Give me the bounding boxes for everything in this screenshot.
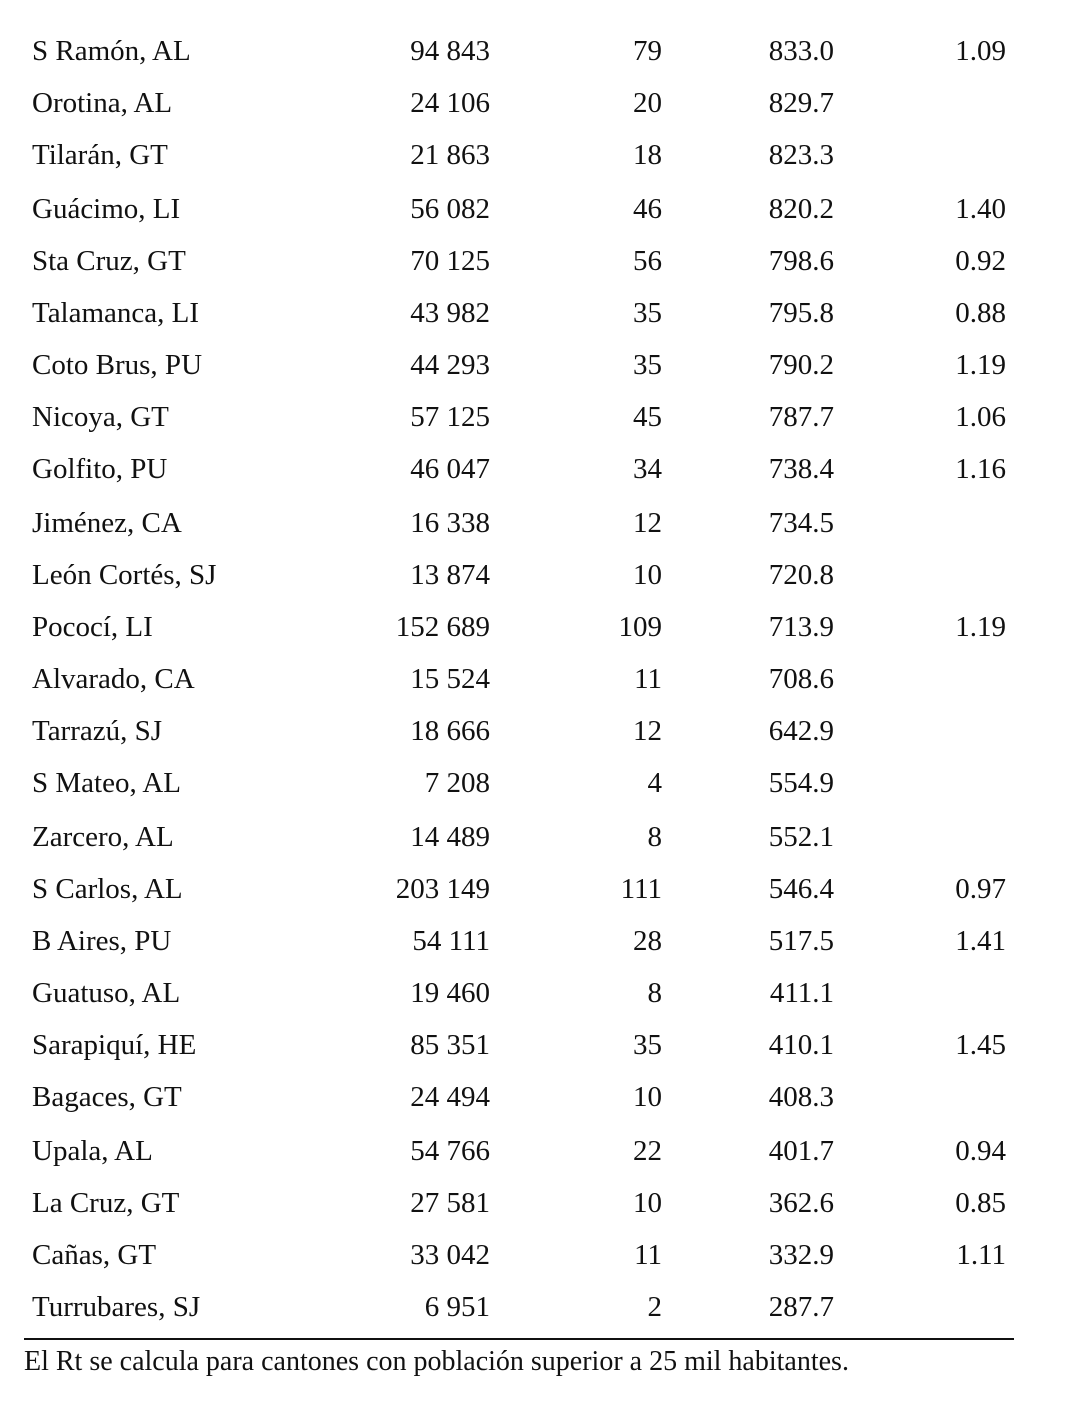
canton-name: Orotina, AL [32,87,173,119]
rt-value: 1.09 [955,35,1006,67]
rate-value: 738.4 [768,453,834,485]
canton-name: S Mateo, AL [32,767,182,799]
rate-value: 554.9 [768,767,834,799]
rt-value: 1.40 [955,193,1006,225]
table-row [0,915,1080,967]
population-value: 57 125 [410,401,490,433]
rate-value: 517.5 [768,925,834,957]
rt-value: 1.19 [955,611,1006,643]
table-row [0,1019,1080,1071]
canton-name: Upala, AL [32,1135,153,1167]
population-value: 16 338 [410,507,490,539]
rate-value: 787.7 [768,401,834,433]
canton-name: Turrubares, SJ [32,1291,201,1323]
rt-value: 1.16 [955,453,1006,485]
rate-value: 287.7 [768,1291,834,1323]
cases-value: 111 [620,873,662,905]
table-row [0,443,1080,495]
canton-name: Guácimo, LI [32,193,181,225]
canton-name: Alvarado, CA [32,663,195,695]
population-value: 70 125 [410,245,490,277]
cases-value: 11 [634,663,662,695]
table-row [0,653,1080,705]
rate-value: 829.7 [768,87,834,119]
canton-name: Cañas, GT [32,1239,157,1271]
canton-name: La Cruz, GT [32,1187,180,1219]
table-row [0,863,1080,915]
cases-value: 35 [633,297,662,329]
rate-value: 411.1 [769,977,834,1009]
canton-name: Golfito, PU [32,453,168,485]
table-row [0,25,1080,77]
rt-value: 1.45 [955,1029,1006,1061]
cases-value: 109 [618,611,662,643]
population-value: 18 666 [410,715,490,747]
rate-value: 798.6 [768,245,834,277]
population-value: 54 111 [412,925,490,957]
cases-value: 12 [633,507,662,539]
rate-value: 408.3 [768,1081,834,1113]
rate-value: 552.1 [768,821,834,853]
table-row [0,497,1080,549]
cases-value: 18 [633,139,662,171]
cases-value: 22 [633,1135,662,1167]
rt-value: 0.94 [955,1135,1006,1167]
cases-value: 8 [647,821,662,853]
table-row [0,1177,1080,1229]
cases-value: 28 [633,925,662,957]
canton-name: Nicoya, GT [32,401,169,433]
population-value: 44 293 [410,349,490,381]
canton-name: Talamanca, LI [32,297,200,329]
population-value: 21 863 [410,139,490,171]
table-row [0,77,1080,129]
canton-name: Guatuso, AL [32,977,181,1009]
table-row [0,391,1080,443]
rt-value: 0.85 [955,1187,1006,1219]
canton-name: Sarapiquí, HE [32,1029,197,1061]
population-value: 43 982 [410,297,490,329]
rate-value: 642.9 [768,715,834,747]
population-value: 33 042 [410,1239,490,1271]
table-row [0,967,1080,1019]
rate-value: 833.0 [768,35,834,67]
canton-name: Tilarán, GT [32,139,168,171]
table-row [0,1125,1080,1177]
population-value: 24 494 [410,1081,490,1113]
rt-value: 1.41 [955,925,1006,957]
population-value: 46 047 [410,453,490,485]
population-value: 15 524 [410,663,490,695]
rate-value: 734.5 [768,507,834,539]
population-value: 203 149 [395,873,490,905]
cases-value: 12 [633,715,662,747]
rate-value: 546.4 [768,873,834,905]
population-value: 24 106 [410,87,490,119]
canton-name: Jiménez, CA [32,507,182,539]
rate-value: 401.7 [768,1135,834,1167]
table-row [0,183,1080,235]
cases-value: 56 [633,245,662,277]
table-row [0,811,1080,863]
rate-value: 820.2 [768,193,834,225]
cases-value: 35 [633,349,662,381]
canton-name: León Cortés, SJ [32,559,217,591]
cases-value: 46 [633,193,662,225]
canton-name: Sta Cruz, GT [32,245,186,277]
table-row [0,1071,1080,1123]
rt-value: 1.11 [956,1239,1006,1271]
table-row [0,705,1080,757]
table-row [0,339,1080,391]
canton-name: S Ramón, AL [32,35,191,67]
cases-value: 10 [633,1081,662,1113]
cases-value: 11 [634,1239,662,1271]
canton-name: S Carlos, AL [32,873,183,905]
rt-value: 0.88 [955,297,1006,329]
population-value: 85 351 [410,1029,490,1061]
population-value: 152 689 [395,611,490,643]
rt-value: 1.06 [955,401,1006,433]
population-value: 94 843 [410,35,490,67]
cases-value: 35 [633,1029,662,1061]
table-row [0,757,1080,809]
table-footnote: El Rt se calcula para cantones con población superior a 25 mil habitantes. [24,1346,849,1377]
table-row [0,601,1080,653]
rt-value: 0.97 [955,873,1006,905]
population-value: 7 208 [424,767,490,799]
cases-value: 2 [647,1291,662,1323]
population-value: 14 489 [410,821,490,853]
canton-name: Bagaces, GT [32,1081,182,1113]
cases-value: 34 [633,453,662,485]
population-value: 27 581 [410,1187,490,1219]
table-row [0,549,1080,601]
rate-value: 708.6 [768,663,834,695]
cases-value: 79 [633,35,662,67]
table-bottom-rule [24,1338,1014,1340]
rate-value: 790.2 [768,349,834,381]
rate-value: 362.6 [768,1187,834,1219]
cases-value: 20 [633,87,662,119]
rate-value: 795.8 [768,297,834,329]
population-value: 54 766 [410,1135,490,1167]
cases-value: 10 [633,559,662,591]
population-value: 56 082 [410,193,490,225]
table-row [0,235,1080,287]
table-row [0,1281,1080,1333]
rt-value: 0.92 [955,245,1006,277]
table-row [0,129,1080,181]
rate-value: 823.3 [768,139,834,171]
table-row [0,287,1080,339]
canton-name: B Aires, PU [32,925,172,957]
cases-value: 8 [647,977,662,1009]
canton-name: Tarrazú, SJ [32,715,163,747]
population-value: 19 460 [410,977,490,1009]
rate-value: 332.9 [768,1239,834,1271]
population-value: 13 874 [410,559,490,591]
cases-value: 45 [633,401,662,433]
population-value: 6 951 [424,1291,490,1323]
cases-value: 10 [633,1187,662,1219]
rate-value: 720.8 [768,559,834,591]
rate-value: 713.9 [768,611,834,643]
rt-value: 1.19 [955,349,1006,381]
table-row [0,1229,1080,1281]
rate-value: 410.1 [768,1029,834,1061]
canton-name: Zarcero, AL [32,821,174,853]
cases-value: 4 [647,767,662,799]
canton-name: Pococí, LI [32,611,153,643]
canton-name: Coto Brus, PU [32,349,203,381]
